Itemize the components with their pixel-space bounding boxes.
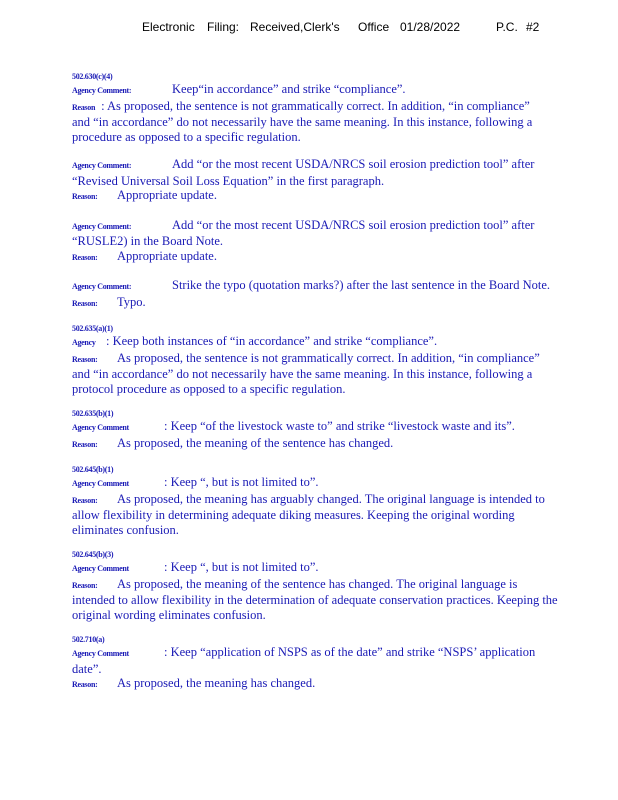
agency-comment-text: Keep both instances of “in accordance” and strike “compliance”. [112,334,438,348]
reason-text-cont: original wording eliminates confusion. [72,607,266,622]
reason-label: Reason: [72,298,98,308]
reason-text-cont: intended to allow flexibility in the determination of adequate conservation practices. Keeping the [72,593,558,607]
agency-label: Agency [72,338,96,347]
agency-comment-label: Agency Comment: [72,282,132,291]
reason-text-cont: allow flexibility in determining adequate diking measures. Keeping the original wording [72,508,515,522]
reason-text-cont: and “in accordance” do not necessarily have the same meaning. In this instance, following a [72,115,533,129]
agency-comment-label: Agency Comment [72,649,129,658]
agency-comment-text-cont: “Revised Universal Soil Loss Equation” in the first paragraph. [72,173,385,188]
reason-text: As proposed, the meaning of the sentence has changed. [117,435,394,450]
header-pc: P.C. [496,20,518,34]
section-id: 502.630(c)(4) [72,72,113,81]
section-id: 502.635(b)(1) [72,409,114,418]
reason-text-cont: and “in accordance” do not necessarily have the same meaning. In this instance, following a [72,367,533,381]
reason-text-cont: protocol procedure as opposed to a specific regulation. [72,381,346,396]
agency-comment-text: Add “or the most recent USDA/NRCS soil erosion prediction tool” after [172,157,535,171]
reason-text: As proposed, the meaning of the sentence has changed. The original language is [117,576,518,591]
comment-section [72,635,582,693]
comment-section [72,278,582,311]
header-electronic: Electronic [142,20,195,34]
reason-label: Reason: [72,192,98,201]
header-received: Received,Clerk's [250,20,340,34]
reason-text: As proposed, the meaning has arguably changed. The original language is intended to [117,491,545,506]
agency-comment-text-cont: “RUSLE2) in the Board Note. [72,234,224,248]
reason-label: Reason: [72,580,98,590]
agency-comment-text: Add “or the most recent USDA/NRCS soil erosion prediction tool” after [172,217,535,232]
agency-comment-text: : Keep “application of NSPS as of the date” and strike “NSPS’ application [164,645,536,659]
agency-comment-label: Agency Comment: [72,221,132,231]
reason-text: As proposed, the sentence is not grammatically correct. In addition, “in compliance” [117,350,540,365]
header-date: 01/28/2022 [400,20,461,34]
comment-section [72,218,582,266]
header-office: Office [358,20,390,34]
reason-text: Typo. [117,294,146,309]
agency-comment-label: Agency Comment [72,564,129,573]
reason-colon: : [106,334,110,348]
comment-section [72,409,582,452]
agency-comment-label: Agency Comment [72,423,129,432]
agency-comment-text: Strike the typo (quotation marks?) after the last sentence in the Board Note. [172,278,551,292]
agency-comment-label: Agency Comment [72,479,129,488]
reason-colon: : [101,98,105,113]
comment-section [72,72,582,144]
agency-comment-text: : Keep “, but is not limited to”. [164,560,319,574]
comment-section [72,324,582,396]
reason-label: Reason: [72,680,98,689]
comments-body [72,72,582,706]
comment-section [72,465,582,537]
section-id: 502.645(b)(1) [72,465,114,474]
reason-text-cont: procedure as opposed to a specific regulation. [72,129,301,144]
agency-comment-label: Agency Comment: [72,86,132,95]
header-pc-number: #2 [526,20,540,34]
reason-text: Appropriate update. [117,248,217,263]
reason-text-cont: eliminates confusion. [72,522,179,537]
reason-label: Reason: [72,354,98,364]
comment-section [72,550,582,622]
section-id: 502.645(b)(3) [72,550,114,559]
agency-comment-text: : Keep “of the livestock waste to” and strike “livestock waste and its”. [164,419,515,433]
agency-comment-label: Agency Comment: [72,161,132,170]
section-id: 502.710(a) [72,635,105,644]
agency-comment-text-cont: date”. [72,661,102,676]
agency-comment-text: Keep“in accordance” and strike “compliance”. [172,82,406,96]
section-id: 502.635(a)(1) [72,324,113,333]
reason-label: Reason [72,102,96,112]
reason-text: As proposed, the sentence is not grammatically correct. In addition, “in compliance” [107,98,530,113]
reason-label: Reason: [72,439,98,449]
comment-section [72,157,582,205]
reason-text: As proposed, the meaning has changed. [117,676,316,690]
agency-comment-text: : Keep “, but is not limited to”. [164,475,319,489]
reason-label: Reason: [72,252,98,262]
reason-text: Appropriate update. [117,188,217,202]
reason-label: Reason: [72,495,98,505]
header-filing: Filing: [207,20,240,34]
